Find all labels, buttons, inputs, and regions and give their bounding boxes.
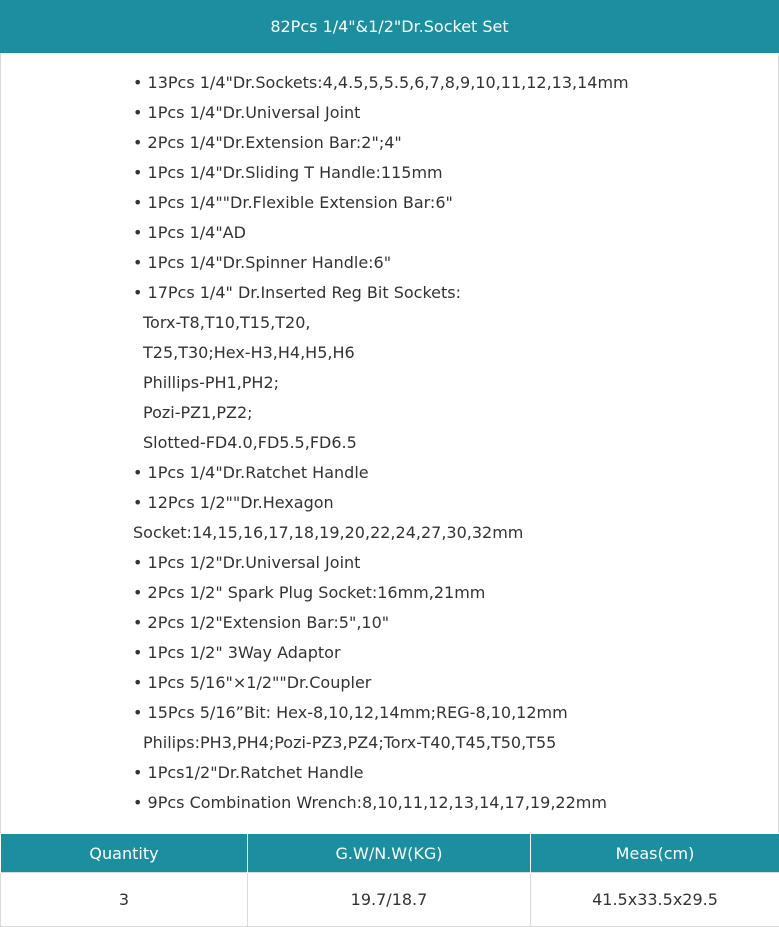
column-header-weight: G.W/N.W(KG) xyxy=(248,834,531,873)
quantity-cell: 3 xyxy=(1,873,248,927)
list-item: • 12Pcs 1/2""Dr.Hexagon xyxy=(133,493,334,512)
list-item: • 1Pcs 1/4"AD xyxy=(133,223,246,242)
table-row xyxy=(1,873,779,927)
list-item-continuation: Pozi-PZ1,PZ2; xyxy=(143,403,253,422)
list-item-continuation: Socket:14,15,16,17,18,19,20,22,24,27,30,32mm xyxy=(133,523,524,542)
list-item: • 1Pcs 1/4"Dr.Universal Joint xyxy=(133,103,361,122)
measurements-cell: 41.5x33.5x29.5 xyxy=(531,873,779,927)
list-item: • 2Pcs 1/4"Dr.Extension Bar:2";4" xyxy=(133,133,402,152)
list-item: • 2Pcs 1/2"Extension Bar:5",10" xyxy=(133,613,390,632)
spec-list xyxy=(133,68,629,818)
list-item-continuation: Philips:PH3,PH4;Pozi-PZ3,PZ4;Torx-T40,T45,T50,T55 xyxy=(143,733,557,752)
list-item-continuation: Phillips-PH1,PH2; xyxy=(143,373,280,392)
list-item-continuation: Slotted-FD4.0,FD5.5,FD6.5 xyxy=(143,433,357,452)
weight-cell: 19.7/18.7 xyxy=(248,873,531,927)
list-item: • 1Pcs 1/4"Dr.Ratchet Handle xyxy=(133,463,369,482)
list-item: • 1Pcs 1/4"Dr.Sliding T Handle:115mm xyxy=(133,163,443,182)
list-item-continuation: T25,T30;Hex-H3,H4,H5,H6 xyxy=(143,343,355,362)
list-item: • 1Pcs 1/2" 3Way Adaptor xyxy=(133,643,341,662)
list-item: • 2Pcs 1/2" Spark Plug Socket:16mm,21mm xyxy=(133,583,486,602)
list-item: • 1Pcs 1/4"Dr.Spinner Handle:6" xyxy=(133,253,392,272)
page-title: 82Pcs 1/4"&1/2"Dr.Socket Set xyxy=(0,0,779,53)
list-item: • 1Pcs 5/16"×1/2""Dr.Coupler xyxy=(133,673,372,692)
list-item: • 1Pcs 1/4""Dr.Flexible Extension Bar:6" xyxy=(133,193,453,212)
column-header-quantity: Quantity xyxy=(1,834,248,873)
list-item: • 15Pcs 5/16”Bit: Hex-8,10,12,14mm;REG-8,10,12mm xyxy=(133,703,568,722)
list-item: • 9Pcs Combination Wrench:8,10,11,12,13,14,17,19,22mm xyxy=(133,793,607,812)
list-item: • 1Pcs1/2"Dr.Ratchet Handle xyxy=(133,763,364,782)
list-item: • 17Pcs 1/4" Dr.Inserted Reg Bit Sockets: xyxy=(133,283,461,302)
spec-table xyxy=(0,834,779,927)
list-item-continuation: Torx-T8,T10,T15,T20, xyxy=(143,313,311,332)
list-item: • 1Pcs 1/2"Dr.Universal Joint xyxy=(133,553,361,572)
column-header-measurements: Meas(cm) xyxy=(531,834,779,873)
spec-box xyxy=(0,53,779,833)
table-header-row xyxy=(1,834,779,873)
list-item: • 13Pcs 1/4"Dr.Sockets:4,4.5,5,5.5,6,7,8,9,10,11,12,13,14mm xyxy=(133,73,629,92)
